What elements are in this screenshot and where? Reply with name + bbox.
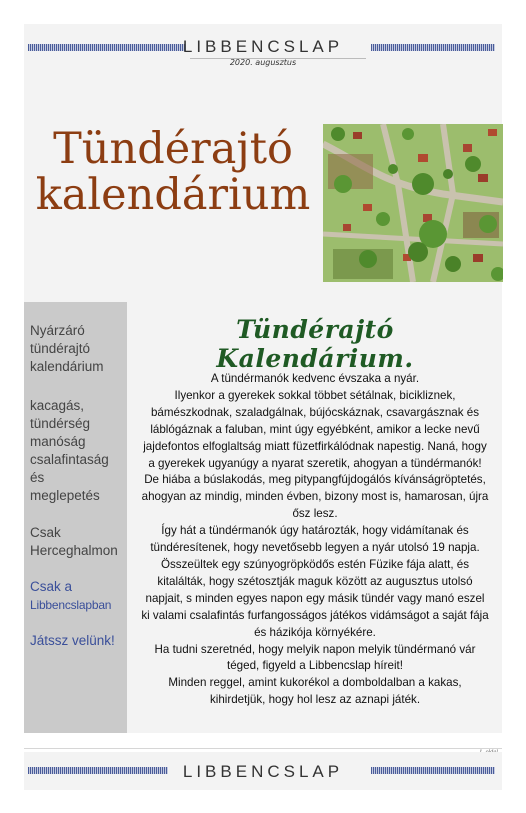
- sidebar-line: csalafintaság: [30, 452, 109, 467]
- sidebar-line: Csak a: [30, 579, 73, 594]
- article-paragraph: Összeültek egy szúnyogröpködős estén Füzike fája alatt, és kitalálták, hogy szétosztják maguk között az augusztus utolsó napjait, s minden egyes napon egy másik tündér vagy manó eszel ki valami csalafintás furfangosságos játékos vidámságot a saját fája és házikója környékére.: [141, 557, 489, 639]
- sidebar-block-location: [30, 524, 125, 560]
- sidebar-line: tündérség: [30, 416, 91, 431]
- footer-rule: [24, 748, 502, 749]
- article-paragraph: A tündérmanók kedvenc évszaka a nyár. Ilyenkor a gyerekek sokkal többet sétálnak, bicikliznek, bámészkodnak, szaladgálnak, bújócskáznak, csavargásznak és láblógáznak a faluban, mint úgy egyébként, amikor a lecke nevű jajdefontos elfoglaltság miatt füzetfirkálódnak napestig. Naná, hogy a gyerekek ugyanúgy a nyarat szeretik, ahogyan a tündérmanók!: [143, 372, 487, 470]
- sidebar-block-summer: [30, 322, 125, 376]
- sidebar-line: kacagás,: [30, 398, 85, 413]
- sidebar-block-play: [30, 632, 125, 650]
- article-title: Tündérajtó Kalendárium.: [216, 315, 414, 373]
- sidebar-line: manóság: [30, 434, 86, 449]
- village-map-illustration: [323, 124, 503, 282]
- sidebar-line: Csak: [30, 525, 61, 540]
- sidebar-line: kalendárium: [30, 359, 104, 374]
- village-map-image: [323, 124, 503, 282]
- sidebar-block-themes: [30, 397, 125, 505]
- footer-brand: LIBBENCSLAP: [182, 762, 344, 781]
- article-paragraph: Ha tudni szeretnéd, hogy melyik napon melyik tündérmanó vár téged, figyeld a Libbencslap híreit!: [154, 642, 476, 673]
- sidebar-line: Libbencslapban: [30, 598, 112, 612]
- sidebar-line: és: [30, 470, 45, 485]
- title-line-1: Tündérajtó: [53, 124, 293, 174]
- article-paragraph: Így hát a tündérmanók úgy határozták, hogy vidámítanak és tündéresítenek, hogy nevetősebb legyen a nyár utolsó 19 napja.: [150, 524, 480, 555]
- sidebar-line: tündérajtó: [30, 341, 91, 356]
- sidebar-line: Nyárzáró: [30, 323, 85, 338]
- page-title: [28, 126, 318, 218]
- article-body: [140, 371, 490, 709]
- sidebar-block-newspaper: [30, 578, 125, 614]
- sidebar-line: meglepetés: [30, 488, 100, 503]
- issue-date: 2020. augusztus: [229, 58, 297, 67]
- sidebar-line: Játssz velünk!: [30, 633, 115, 648]
- header-brand: LIBBENCSLAP: [182, 37, 344, 56]
- article-paragraph: De hiába a búslakodás, meg pitypangfújdogálós kívánságröptetés, ahogyan az mindig, minden évben, bizony most is, hamarosan, újra ősz lesz.: [141, 473, 489, 521]
- article-paragraph: Minden reggel, amint kukorékol a domboldalban a kakas, kihirdetjük, hogy hol lesz az aznapi játék.: [168, 676, 462, 707]
- title-line-2: kalendárium: [35, 170, 311, 220]
- sidebar-line: Herceghalmon: [30, 543, 118, 558]
